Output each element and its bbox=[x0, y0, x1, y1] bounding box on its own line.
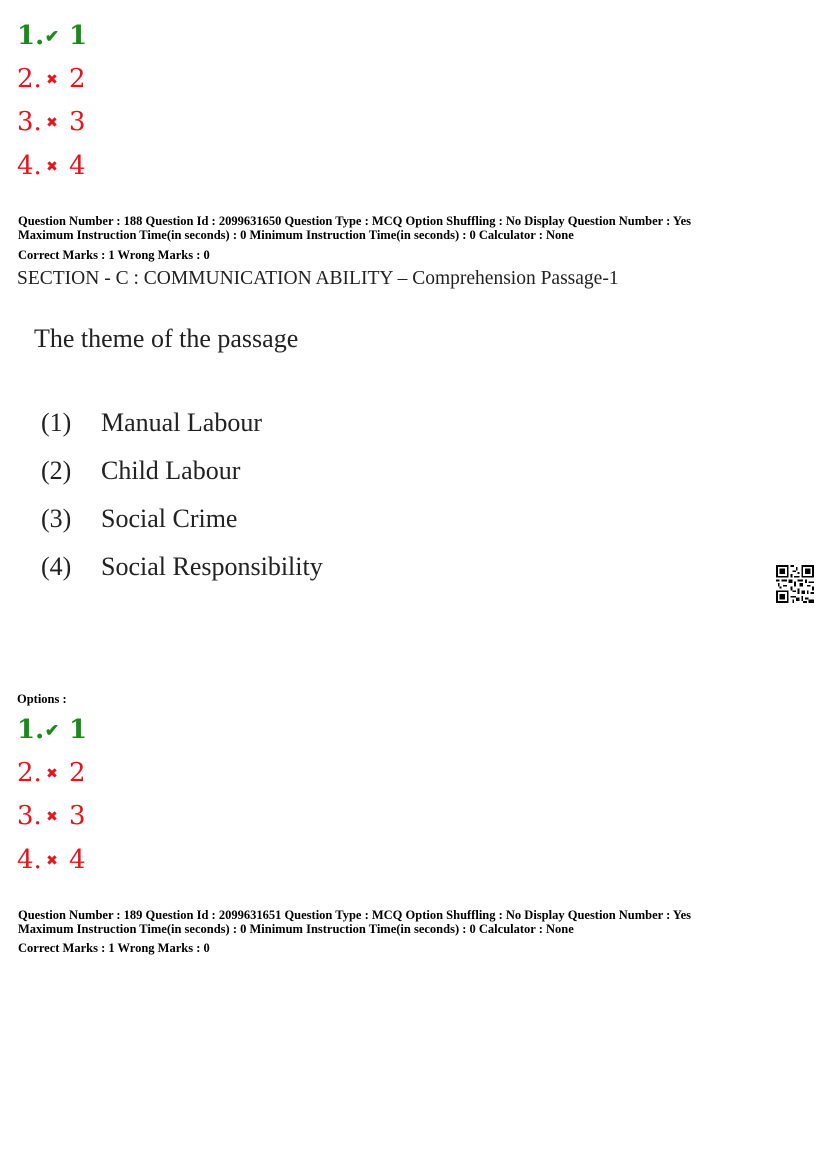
choice-text: Social Crime bbox=[101, 504, 238, 533]
option-row bbox=[17, 845, 86, 875]
option-number: 4. bbox=[17, 845, 42, 875]
cross-icon: ✖ bbox=[46, 809, 58, 825]
option-value: 1 bbox=[69, 715, 88, 745]
question-choice bbox=[41, 454, 240, 488]
option-row bbox=[17, 801, 86, 831]
option-value: 4 bbox=[69, 151, 86, 181]
option-number: 3. bbox=[17, 801, 42, 831]
section-title: SECTION - C : COMMUNICATION ABILITY – Comprehension Passage-1 bbox=[17, 268, 619, 289]
option-number: 2. bbox=[17, 64, 42, 94]
options-label: Options : bbox=[17, 692, 67, 706]
option-value: 2 bbox=[69, 64, 86, 94]
cross-icon: ✖ bbox=[46, 853, 58, 869]
choice-text: Manual Labour bbox=[101, 408, 263, 437]
cross-icon: ✖ bbox=[46, 159, 58, 175]
option-row bbox=[17, 107, 86, 137]
question-marks-line: Correct Marks : 1 Wrong Marks : 0 bbox=[18, 248, 210, 262]
option-value: 3 bbox=[69, 107, 86, 137]
option-value: 3 bbox=[69, 801, 86, 831]
cross-icon: ✖ bbox=[46, 115, 58, 131]
option-value: 2 bbox=[69, 758, 86, 788]
choice-text: Child Labour bbox=[101, 456, 241, 485]
option-row bbox=[17, 715, 87, 745]
question-choice bbox=[41, 550, 323, 584]
question-meta-line: Question Number : 189 Question Id : 2099631651 Question Type : MCQ Option Shuffling : No Display Question Number : Yes bbox=[18, 908, 691, 922]
option-number: 1. bbox=[17, 21, 45, 51]
choice-number: (4) bbox=[41, 552, 72, 581]
option-row bbox=[17, 21, 87, 51]
option-row bbox=[17, 758, 86, 788]
question-meta-line: Maximum Instruction Time(in seconds) : 0 Minimum Instruction Time(in seconds) : 0 Calculator : None bbox=[18, 922, 574, 936]
choice-number: (3) bbox=[41, 504, 72, 533]
choice-number: (2) bbox=[41, 456, 72, 485]
question-marks-line: Correct Marks : 1 Wrong Marks : 0 bbox=[18, 941, 210, 955]
check-icon: ✔ bbox=[44, 721, 60, 741]
question-choice bbox=[41, 406, 262, 440]
question-meta-line: Question Number : 188 Question Id : 2099631650 Question Type : MCQ Option Shuffling : No Display Question Number : Yes bbox=[18, 214, 691, 228]
option-value: 4 bbox=[69, 845, 86, 875]
option-number: 3. bbox=[17, 107, 42, 137]
cross-icon: ✖ bbox=[46, 766, 58, 782]
question-meta-line: Maximum Instruction Time(in seconds) : 0 Minimum Instruction Time(in seconds) : 0 Calculator : None bbox=[18, 228, 574, 242]
choice-text: Social Responsibility bbox=[101, 552, 323, 581]
option-row bbox=[17, 64, 86, 94]
option-number: 1. bbox=[17, 715, 45, 745]
option-value: 1 bbox=[69, 21, 88, 51]
option-number: 2. bbox=[17, 758, 42, 788]
cross-icon: ✖ bbox=[46, 72, 58, 88]
choice-number: (1) bbox=[41, 408, 72, 437]
question-choice bbox=[41, 502, 237, 536]
check-icon: ✔ bbox=[44, 27, 60, 47]
option-row bbox=[17, 151, 86, 181]
question-stem: The theme of the passage bbox=[34, 324, 299, 353]
qr-code-icon bbox=[776, 565, 814, 603]
option-number: 4. bbox=[17, 151, 42, 181]
